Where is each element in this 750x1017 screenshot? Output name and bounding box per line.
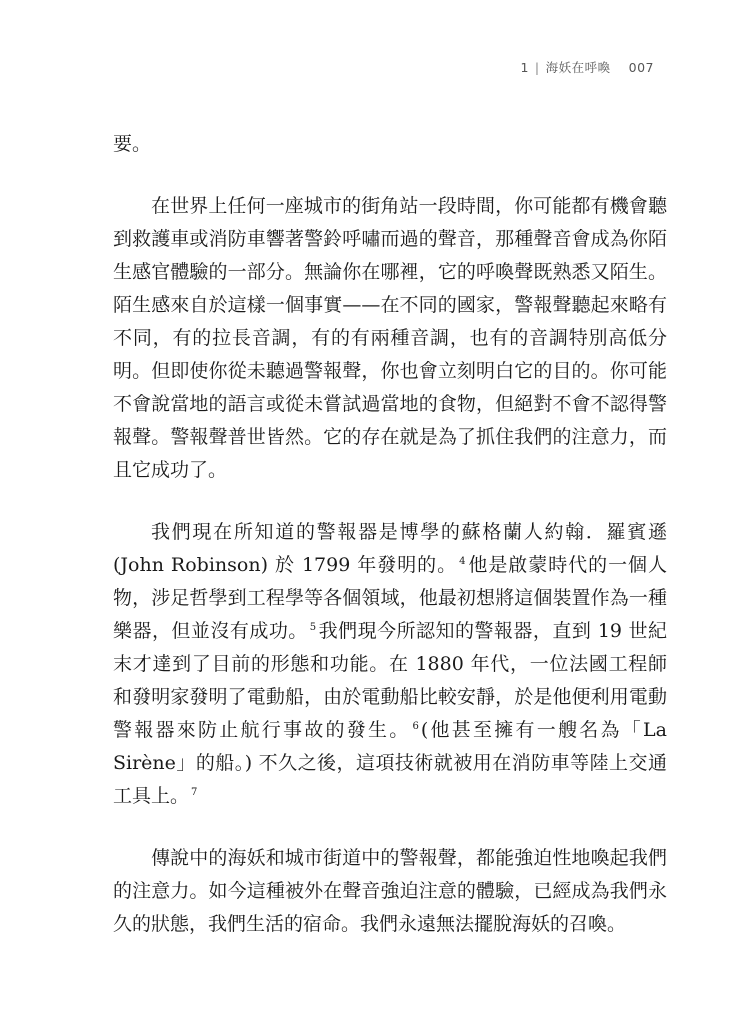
- paragraph-2-text-b: 他是啟蒙時代的一個人物，涉足哲學到工程學等各個領域，他最初想將這個裝置作為一種樂器，但並沒有成功。: [113, 554, 667, 642]
- paragraph-2-text-d: (他甚至擁有一艘名為「La Sirène」的船。) 不久之後，這項技術就被用在消防車等陸上交通工具上。: [113, 719, 667, 807]
- page-number: 007: [628, 60, 654, 75]
- footnote-marker-6: 6: [412, 721, 419, 732]
- paragraph-continuation: 要。: [113, 133, 152, 155]
- body-text: [113, 128, 667, 941]
- footnote-marker-4: 4: [459, 556, 466, 567]
- header-separator: |: [534, 60, 540, 75]
- running-head: [520, 58, 654, 76]
- chapter-number: 1: [520, 60, 529, 75]
- footnote-marker-7: 7: [191, 787, 198, 798]
- paragraph-2-text-a: 我們現在所知道的警報器是博學的蘇格蘭人約翰．羅賓遜 (John Robinson) 於 1799 年發明的。: [113, 521, 667, 576]
- footnote-marker-5: 5: [309, 622, 317, 633]
- paragraph-2: [113, 516, 667, 813]
- paragraph-3: 傳說中的海妖和城市街道中的警報聲，都能強迫性地喚起我們的注意力。如今這種被外在聲音強迫注意的體驗，已經成為我們永久的狀態，我們生活的宿命。我們永遠無法擺脫海妖的召喚。: [113, 847, 667, 935]
- paragraph-2-text-c: 我們現今所認知的警報器，直到 19 世紀末才達到了目前的形態和功能。在 1880 年代，一位法國工程師和發明家發明了電動船，由於電動船比較安靜，於是他便利用電動警報器來防止航行事故的發生。: [113, 620, 667, 741]
- chapter-title: 海妖在呼喚: [545, 60, 611, 75]
- paragraph-1: 在世界上任何一座城市的街角站一段時間，你可能都有機會聽到救護車或消防車響著警鈴呼嘯而過的聲音，那種聲音會成為你陌生感官體驗的一部分。無論你在哪裡，它的呼喚聲既熟悉又陌生。陌生感來自於這樣一個事實——在不同的國家，警報聲聽起來略有不同，有的拉長音調，有的有兩種音調，也有的音調特別高低分明。但即使你從未聽過警報聲，你也會立刻明白它的目的。你可能不會說當地的語言或從未嘗試過當地的食物，但絕對不會不認得警報聲。警報聲普世皆然。它的存在就是為了抓住我們的注意力，而且它成功了。: [113, 195, 667, 481]
